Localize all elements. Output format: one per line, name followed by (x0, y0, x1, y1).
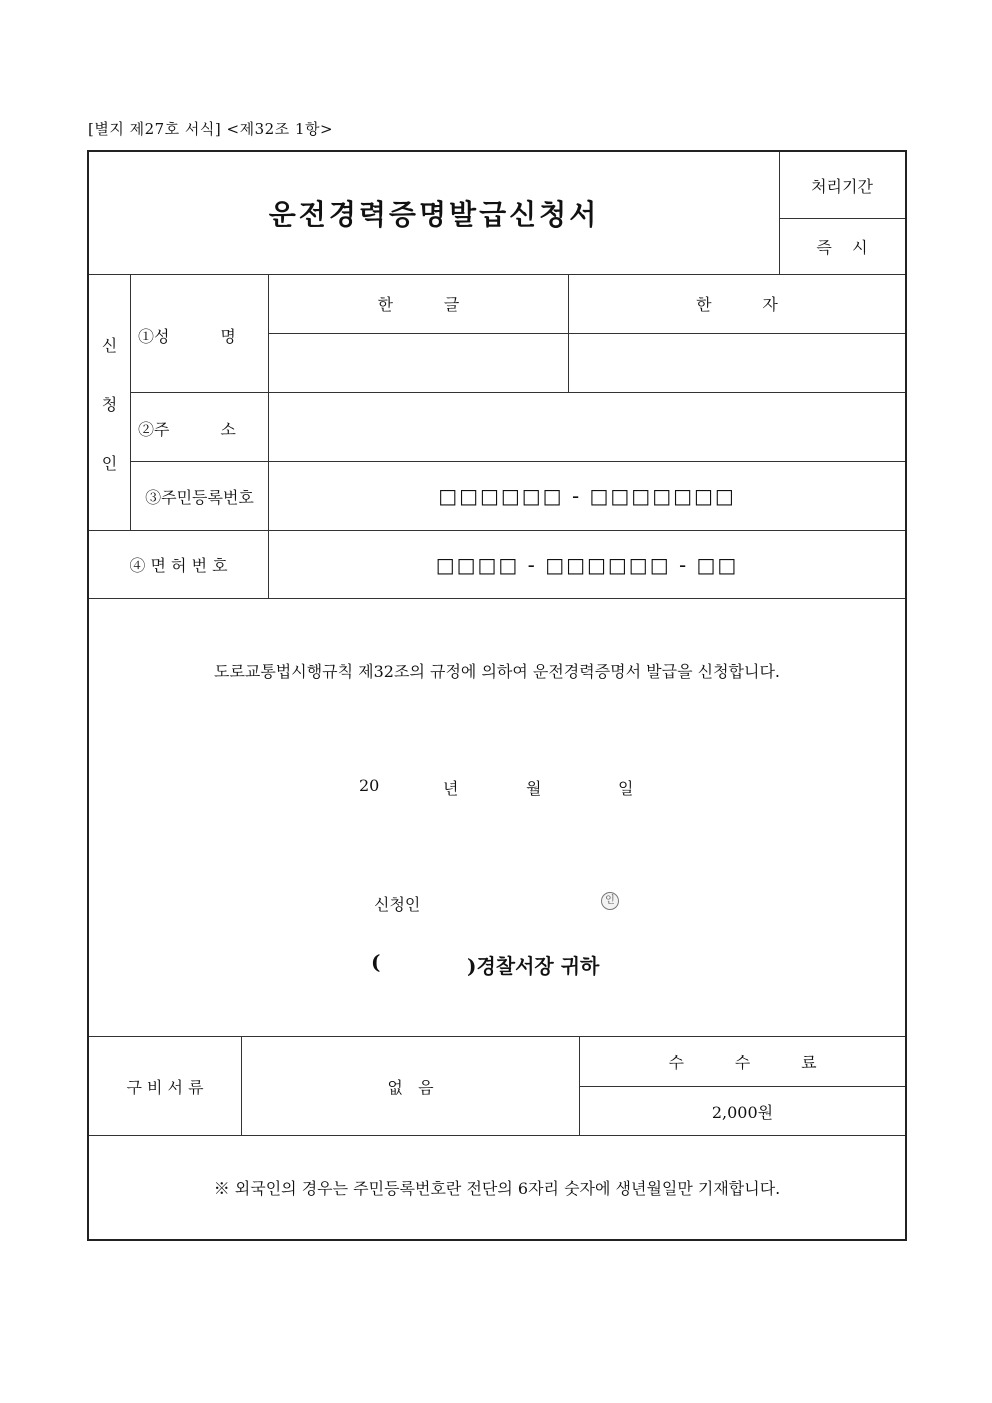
rrn-field[interactable]: □□□□□□ - □□□□□□□ (438, 484, 736, 508)
foreigner-note: ※ 외국인의 경우는 주민등록번호란 전단의 6자리 숫자에 생년월일만 기재합니다. (213, 1179, 781, 1198)
required-documents-value: 없 음 (387, 1077, 434, 1097)
signature-label: 신청인 (374, 895, 421, 914)
license-number-field[interactable]: □□□□ - □□□□□□ - □□ (435, 552, 739, 577)
license-number-label: ④ 면 허 번 호 (129, 556, 228, 575)
form-title: 운전경력증명발급신청서 (268, 198, 600, 231)
name-hangul-field[interactable] (269, 334, 568, 392)
date-year: 년 (443, 779, 459, 798)
date-day: 일 (618, 779, 634, 798)
police-station-field[interactable] (385, 948, 465, 976)
name-hanja-field[interactable] (569, 334, 905, 392)
address-label: ②주 소 (138, 420, 236, 439)
date-year-prefix: 20 (359, 776, 380, 795)
fee-label: 수 수 료 (668, 1053, 817, 1072)
applicant-group-label: 신 (101, 335, 118, 355)
address-field[interactable] (269, 393, 905, 461)
applicant-group-label: 인 (101, 453, 118, 473)
seal-mark: 인 (601, 892, 619, 910)
applicant-group-label: 청 (101, 394, 118, 414)
declaration-text: 도로교통법시행규칙 제32조의 규정에 의하여 운전경력증명서 발급을 신청합니다. (213, 661, 780, 681)
processing-period-label: 처리기간 (811, 176, 873, 196)
processing-period-value: 즉 시 (816, 237, 868, 257)
signature-field[interactable] (429, 888, 599, 916)
hangul-header: 한 글 (377, 295, 460, 314)
form-reference: [별지 제27호 서식] <제32조 1항> (88, 120, 334, 138)
application-form (87, 150, 907, 1241)
rrn-label: ③주민등록번호 (145, 487, 254, 507)
date-month: 월 (526, 779, 542, 798)
recipient-suffix: )경찰서장 귀하 (467, 954, 600, 978)
hanja-header: 한 자 (696, 295, 778, 314)
required-documents-label: 구 비 서 류 (126, 1077, 204, 1097)
name-label: ①성 명 (138, 327, 236, 346)
fee-value: 2,000원 (711, 1102, 774, 1122)
recipient-open-paren: ( (371, 950, 381, 974)
divider (89, 598, 905, 599)
